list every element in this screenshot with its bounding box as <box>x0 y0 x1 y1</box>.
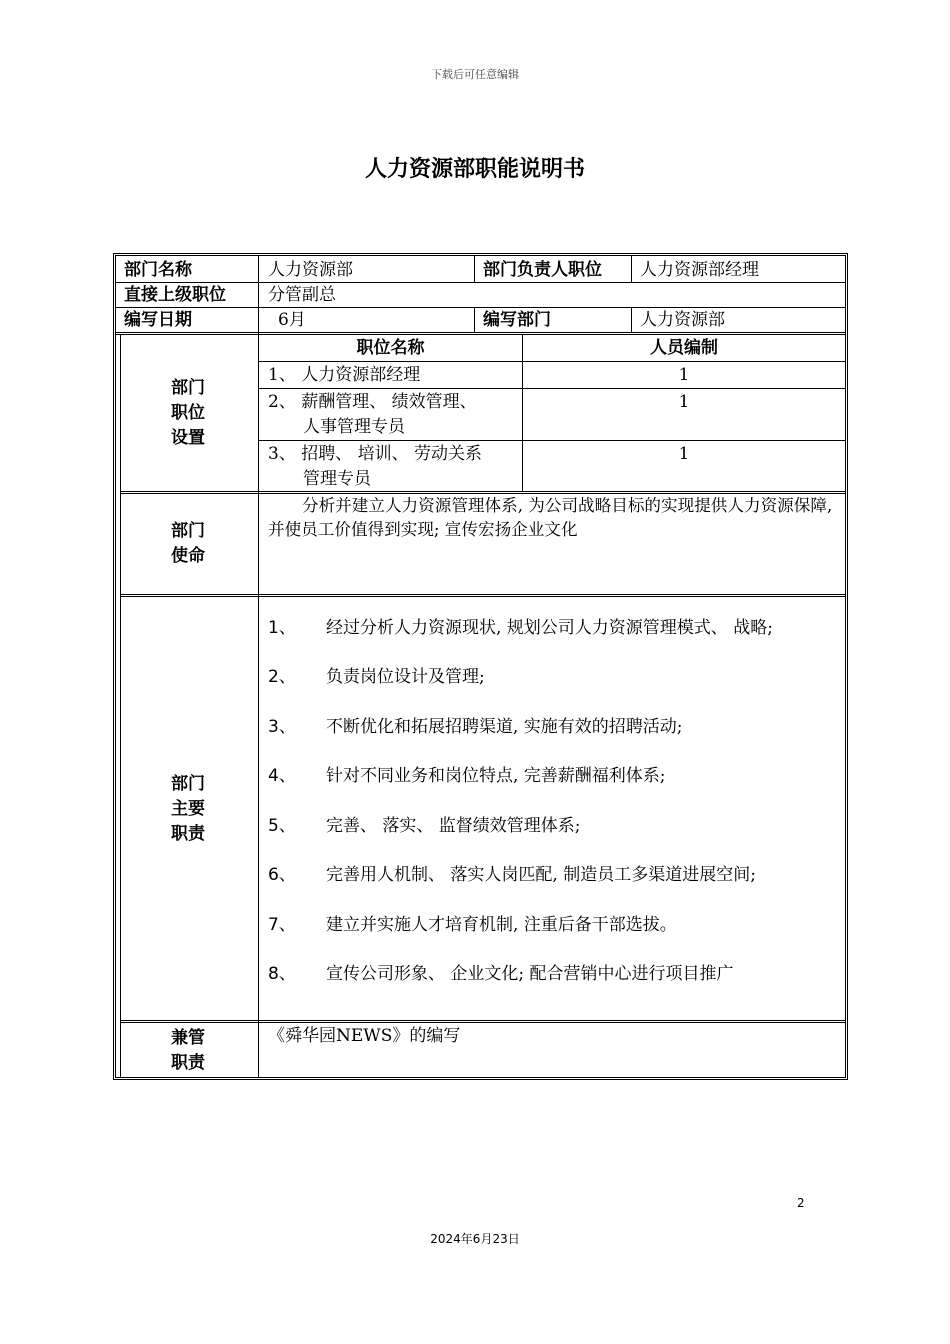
header-note: 下载后可任意编辑 <box>431 68 519 81</box>
concurrent-section-label: 兼管 职责 <box>171 1028 205 1073</box>
position-row-1-count: 1 <box>678 365 690 385</box>
position-row-2-name-line2: 人事管理专员 <box>303 417 405 437</box>
dept-name-value: 人力资源部 <box>268 260 353 280</box>
superior-value: 分管副总 <box>268 285 336 305</box>
concurrent-text: 《舜华园NEWS》的编写 <box>268 1026 461 1046</box>
mission-text: 分析并建立人力资源管理体系, 为公司战略目标的实现提供人力资源保障, 并使员工价值得到实现; 宣传宏扬企业文化 <box>268 496 833 539</box>
position-row-2-name-line1: 2、 薪酬管理、 绩效管理、 <box>268 392 477 412</box>
duty-item-4: 4、 针对不同业务和岗位特点, 完善薪酬福利体系; <box>268 766 666 786</box>
position-row-3-name-line1: 3、 招聘、 培训、 劳动关系 <box>268 444 483 464</box>
position-row-2-count: 1 <box>678 392 690 412</box>
document-title: 人力资源部职能说明书 <box>364 157 585 182</box>
duty-item-1: 1、 经过分析人力资源现状, 规划公司人力资源管理模式、 战略; <box>268 618 773 638</box>
mission-section-label: 部门 使命 <box>171 521 205 566</box>
author-dept-value: 人力资源部 <box>640 310 725 330</box>
col-position-name-header: 职位名称 <box>356 338 425 358</box>
duty-item-2: 2、 负责岗位设计及管理; <box>268 667 485 687</box>
duty-item-5: 5、 完善、 落实、 监督绩效管理体系; <box>268 816 581 836</box>
superior-label: 直接上级职位 <box>124 285 226 305</box>
footer-date: 2024年6月23日 <box>430 1232 520 1246</box>
position-row-1-name: 1、 人力资源部经理 <box>268 365 421 385</box>
head-position-label: 部门负责人职位 <box>483 260 602 280</box>
duty-item-6: 6、 完善用人机制、 落实人岗匹配, 制造员工多渠道进展空间; <box>268 865 756 885</box>
date-label: 编写日期 <box>124 310 192 330</box>
duties-section-label: 部门 主要 职责 <box>171 774 205 844</box>
position-row-3-name-line2: 管理专员 <box>303 469 371 489</box>
dept-name-label: 部门名称 <box>124 260 192 280</box>
duty-item-3: 3、 不断优化和拓展招聘渠道, 实施有效的招聘活动; <box>268 717 683 737</box>
col-headcount-header: 人员编制 <box>650 338 718 358</box>
head-position-value: 人力资源部经理 <box>640 260 759 280</box>
duty-item-8: 8、 宣传公司形象、 企业文化; 配合营销中心进行项目推广 <box>268 964 734 984</box>
date-value: 6月 <box>278 310 306 330</box>
positions-section-label: 部门 职位 设置 <box>171 378 205 448</box>
page-number: 2 <box>797 1196 805 1210</box>
position-row-3-count: 1 <box>678 444 690 464</box>
duty-item-7: 7、 建立并实施人才培育机制, 注重后备干部选拔。 <box>268 915 677 935</box>
author-dept-label: 编写部门 <box>483 310 551 330</box>
